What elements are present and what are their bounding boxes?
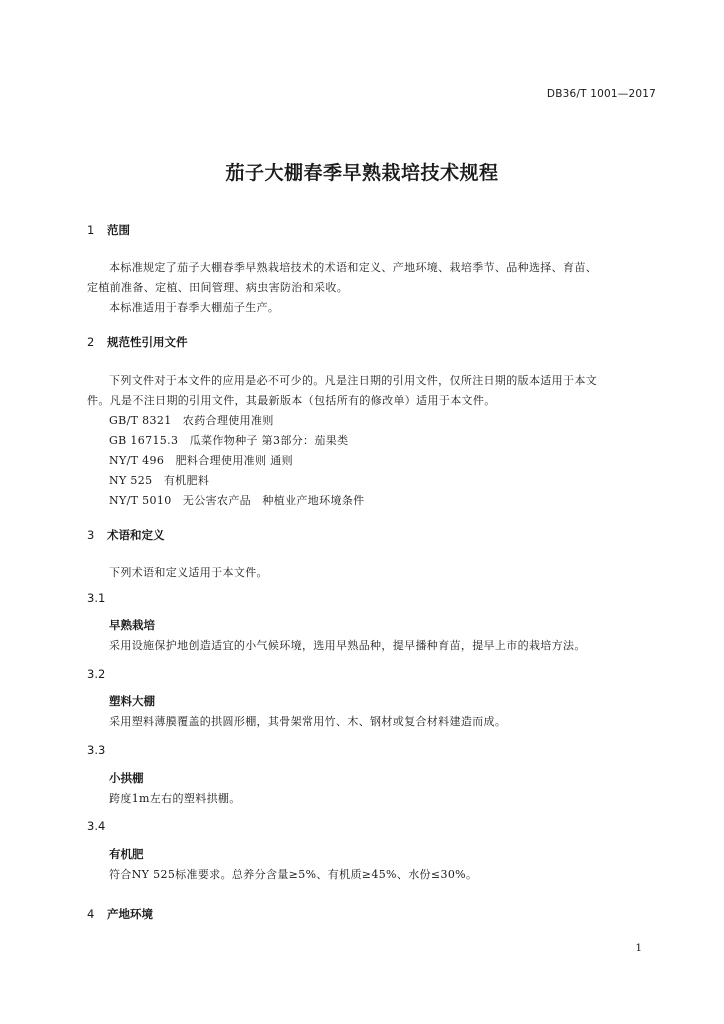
section-heading-terms (87, 527, 165, 543)
term-number: 3.3 (87, 743, 106, 757)
paragraph-line: 下列术语和定义适用于本文件。 (109, 566, 268, 579)
term-number: 3.2 (87, 667, 106, 681)
term-definition: 符合NY 525标准要求。总养分含量≥5%、有机质≥45%、水份≤30%。 (109, 868, 478, 881)
document-title: 茄子大棚春季早熟栽培技术规程 (225, 162, 499, 184)
section-heading-normative-references (87, 334, 188, 350)
term-definition: 采用设施保护地创造适宜的小气候环境，选用早熟品种，提早播种育苗，提早上市的栽培方法。 (109, 639, 586, 652)
standard-code: DB36/T 1001—2017 (546, 88, 656, 100)
reference-item: NY/T 496 肥料合理使用准则 通则 (109, 454, 293, 467)
section-number: 2 (87, 335, 95, 349)
term-definition: 采用塑料薄膜覆盖的拱圆形棚，其骨架常用竹、木、钢材或复合材料建造而成。 (109, 715, 507, 728)
section-title: 产地环境 (107, 907, 153, 921)
term-title: 塑料大棚 (109, 694, 155, 708)
paragraph-line: 下列文件对于本文件的应用是必不可少的。凡是注日期的引用文件，仅所注日期的版本适用于本文 (109, 374, 598, 387)
section-heading-environment (87, 906, 153, 922)
term-definition: 跨度1m左右的塑料拱棚。 (109, 792, 241, 805)
reference-item: NY 525 有机肥料 (109, 474, 210, 487)
paragraph-line: 本标准规定了茄子大棚春季早熟栽培技术的术语和定义、产地环境、栽培季节、品种选择、育苗、 (109, 261, 598, 274)
section-title: 范围 (107, 223, 130, 237)
section-number: 3 (87, 528, 95, 542)
term-title: 有机肥 (109, 847, 144, 861)
section-number: 1 (87, 223, 95, 237)
term-number: 3.1 (87, 591, 106, 605)
section-title: 术语和定义 (107, 528, 165, 542)
reference-item: GB/T 8321 农药合理使用准则 (109, 414, 274, 427)
term-title: 早熟栽培 (109, 618, 155, 632)
reference-item: GB 16715.3 瓜菜作物种子 第3部分：茄果类 (109, 434, 349, 447)
term-title: 小拱棚 (109, 771, 144, 785)
paragraph-line: 定植前准备、定植、田间管理、病虫害防治和采收。 (87, 281, 349, 294)
paragraph-line: 本标准适用于春季大棚茄子生产。 (109, 301, 280, 314)
section-title: 规范性引用文件 (107, 335, 188, 349)
page-number: 1 (635, 942, 642, 954)
term-number: 3.4 (87, 819, 106, 833)
section-number: 4 (87, 907, 95, 921)
reference-item: NY/T 5010 无公害农产品 种植业产地环境条件 (109, 494, 365, 507)
paragraph-line: 件。凡是不注日期的引用文件，其最新版本（包括所有的修改单）适用于本文件。 (87, 394, 496, 407)
section-heading-scope (87, 222, 130, 238)
